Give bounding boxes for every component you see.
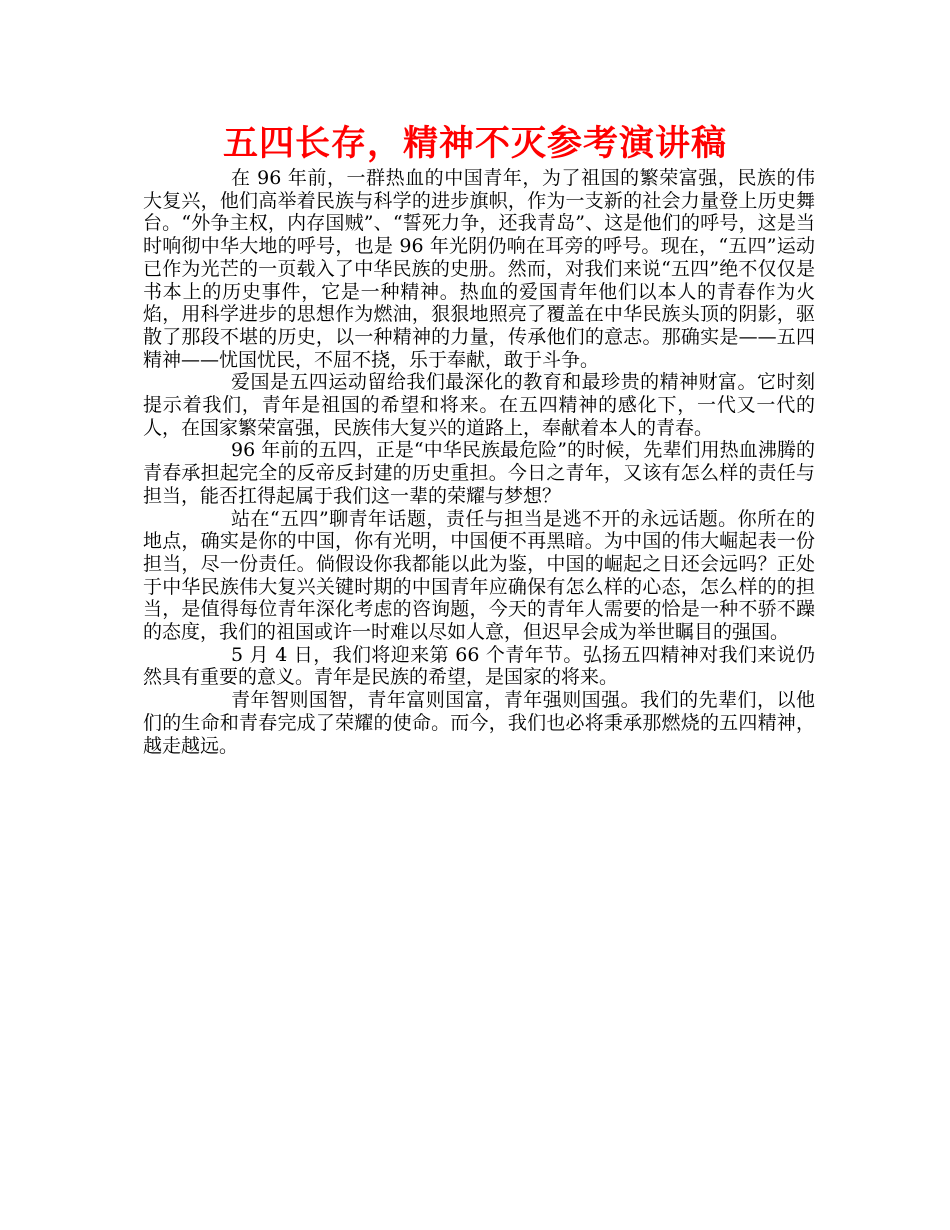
paragraph-3: 96 年前的五四，正是“中华民族最危险”的时候，先辈们用热血沸腾的青春承担起完全的反帝反封建的历史重担。今日之青年，又该有怎么样的责任与担当，能否扛得起属于我们这一辈的荣耀与梦想？: [143, 439, 815, 507]
paragraph-6: 青年智则国智，青年富则国富，青年强则国强。我们的先辈们，以他们的生命和青春完成了荣耀的使命。而今，我们也必将秉承那燃烧的五四精神，越走越远。: [143, 689, 815, 757]
paragraph-1: 在 96 年前，一群热血的中国青年，为了祖国的繁荣富强，民族的伟大复兴，他们高举着民族与科学的进步旗帜，作为一支新的社会力量登上历史舞台。“外争主权，内存国贼”、“誓死力争，还我青岛”、这是他们的呼号，这是当时响彻中华大地的呼号，也是 96 年光阴仍响在耳旁的呼号。现在，“五四”运动已作为光芒的一页载入了中华民族的史册。然而，对我们来说“五四”绝不仅仅是书本上的历史事件，它是一种精神。热血的爱国青年他们以本人的青春作为火焰，用科学进步的思想作为燃油，狠狠地照亮了覆盖在中华民族头顶的阴影，驱散了那段不堪的历史，以一种精神的力量，传承他们的意志。那确实是——五四精神——忧国忧民，不屈不挠，乐于奉献，敢于斗争。: [143, 167, 815, 371]
document-title: 五四长存，精神不灭参考演讲稿: [222, 124, 727, 164]
paragraph-2: 爱国是五四运动留给我们最深化的教育和最珍贵的精神财富。它时刻提示着我们，青年是祖国的希望和将来。在五四精神的感化下，一代又一代的人，在国家繁荣富强，民族伟大复兴的道路上，奉献着本人的青春。: [143, 371, 815, 439]
paragraph-4: 站在“五四”聊青年话题，责任与担当是逃不开的永远话题。你所在的地点，确实是你的中国，你有光明，中国便不再黑暗。为中国的伟大崛起表一份担当，尽一份责任。倘假设你我都能以此为鉴，中国的崛起之日还会远吗？正处于中华民族伟大复兴关键时期的中国青年应确保有怎么样的心态，怎么样的的担当，是值得每位青年深化考虑的咨询题，今天的青年人需要的恰是一种不骄不躁的态度，我们的祖国或许一时难以尽如人意，但迟早会成为举世瞩目的强国。: [143, 507, 815, 644]
document-body: [143, 167, 815, 757]
paragraph-5: 5 月 4 日，我们将迎来第 66 个青年节。弘扬五四精神对我们来说仍然具有重要的意义。青年是民族的希望，是国家的将来。: [143, 643, 815, 689]
